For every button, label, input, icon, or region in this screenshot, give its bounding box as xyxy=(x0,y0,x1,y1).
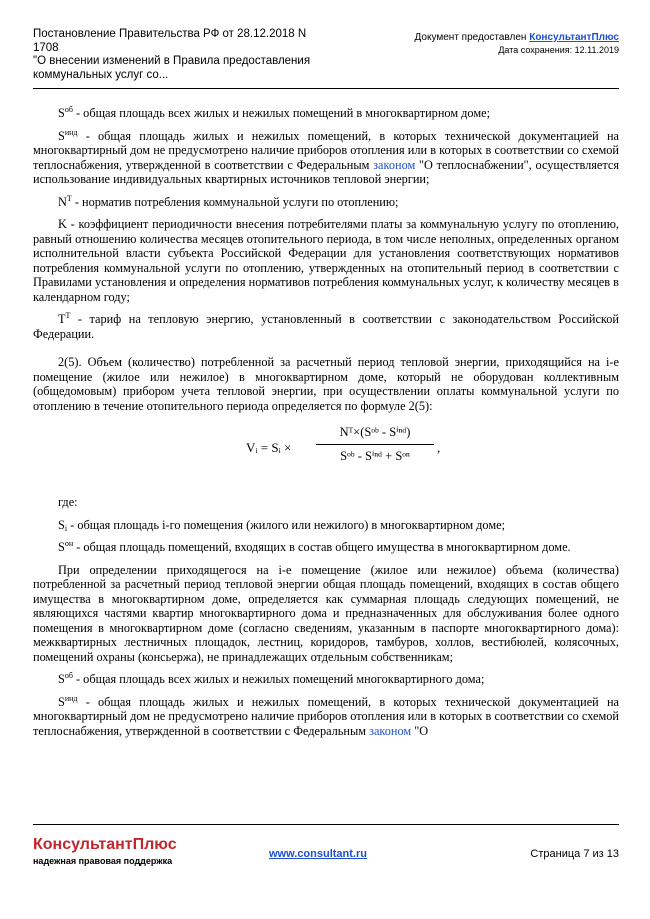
paragraph-text: При определении приходящегося на i-е помещение (жилое или нежилое) объема (количества) потребленной за расчетный период тепловой энергии общая площадь помещений, входящих в состав общего имущества в многоквартирном доме, определяется как суммарная площадь следующих помещений, не являющихся частями квартир многоквартирного дома и предназначенных для обслуживания более одного помещения в многоквартирном доме (согласно сведениям, указанным в паспорте многоквартирного дома): межквартирных лестничных площадок, лестниц, коридоров, тамбуров, холлов, вестибюлей, колясочных, помещений охраны (консьержа), не принадлежащих отдельным собственникам; xyxy=(33,562,619,664)
paragraph xyxy=(33,672,619,687)
paragraph-text: "О xyxy=(411,723,429,738)
paragraph-text: 2(5). Объем (количество) потребленной за расчетный период тепловой энергии, приходящийся на i-е помещение (жилое или нежилое) в многоквартирном доме, который не оборудован коллективным (общедомовым) прибором учета тепловой энергии, при осуществлении оплаты коммунальной услуги по отоплению в течение отопительного периода определяется по формуле 2(5): xyxy=(33,355,619,413)
document-body xyxy=(33,106,619,738)
paragraph xyxy=(33,495,619,510)
symbol: S xyxy=(58,128,65,143)
symbol: T xyxy=(58,312,66,326)
paragraph xyxy=(33,195,619,210)
paragraph-text: - общая площадь жилых и нежилых помещений, в которых технической документацией на многоквартирный дом не предусмотрено наличие приборов отопления или в которых в соответствии со схемой теплоснабжения, утвержденной в соответствии с Федеральным xyxy=(33,694,619,738)
paragraph-text: - общая площадь всех жилых и нежилых помещений в многоквартирном доме; xyxy=(72,106,491,120)
superscript: T xyxy=(66,193,72,203)
paragraph xyxy=(33,695,619,739)
paragraph xyxy=(33,518,619,533)
page-footer xyxy=(33,832,619,872)
superscript: об xyxy=(64,105,73,114)
symbol: N xyxy=(58,194,67,209)
fraction-bar xyxy=(316,444,434,445)
formula-lhs: Vᵢ = Sᵢ × xyxy=(246,440,292,455)
symbol: S xyxy=(58,694,65,709)
paragraph xyxy=(33,355,619,413)
document-title xyxy=(33,28,333,82)
law-link[interactable]: законом xyxy=(373,157,416,172)
paragraph-text: где: xyxy=(58,495,78,509)
subscript: i xyxy=(64,523,68,533)
page-number: Страница 7 из 13 xyxy=(530,848,619,860)
footer-tagline: надежная правовая поддержка xyxy=(33,856,173,866)
title-line-2: "О внесении изменений в Правила предоставления xyxy=(33,55,311,67)
provider-info xyxy=(415,32,619,56)
formula-fraction xyxy=(316,421,434,466)
paragraph xyxy=(33,217,619,304)
footer-logo: КонсультантПлюс xyxy=(33,836,177,853)
provided-by-text: Документ предоставлен xyxy=(414,32,527,43)
paragraph-text: - общая площадь жилых и нежилых помещений, в которых технической документацией на многоквартирный дом не предусмотрено наличие приборов отопления или в которых в соответствии со схемой теплоснабжения, утвержденной в соответствии с Федеральным xyxy=(33,128,619,172)
paragraph xyxy=(33,540,619,555)
paragraph xyxy=(33,563,619,665)
header-divider xyxy=(33,88,619,89)
superscript: T xyxy=(65,311,71,320)
site-link[interactable]: www.consultant.ru xyxy=(269,848,367,860)
formula-comma: , xyxy=(437,440,441,455)
footer-divider xyxy=(33,824,619,825)
superscript: об xyxy=(64,671,73,680)
paragraph-text: - тариф на тепловую энергию, установленный в соответствии с законодательством Российской Федерации. xyxy=(33,312,619,341)
paragraph-text: - общая площадь i-го помещения (жилого или нежилого) в многоквартирном доме; xyxy=(67,517,506,532)
formula-numerator: Nᵀ×(Sᵒᵇ - Sⁱⁿᵈ) xyxy=(339,425,411,439)
paragraph xyxy=(33,106,619,121)
paragraph xyxy=(33,129,619,187)
save-date: Дата сохранения: 12.11.2019 xyxy=(498,45,619,55)
formula xyxy=(33,421,619,485)
brand-link[interactable]: КонсультантПлюс xyxy=(529,32,619,43)
symbol: S xyxy=(58,106,65,120)
superscript: инд xyxy=(64,127,78,137)
formula-denominator: Sᵒᵇ - Sⁱⁿᵈ + Sᵒⁿ xyxy=(340,449,410,463)
title-line-3: коммунальных услуг со... xyxy=(33,68,169,81)
page-header xyxy=(33,28,619,92)
paragraph-text: "О теплоснабжении", осуществляется использование индивидуальных квартирных источников тепловой энергии; xyxy=(33,157,619,186)
law-link[interactable]: законом xyxy=(369,723,412,738)
paragraph-text: - общая площадь помещений, входящих в состав общего имущества в многоквартирном доме. xyxy=(73,540,571,554)
superscript: инд xyxy=(64,693,78,703)
symbol: S xyxy=(58,540,65,554)
symbol: S xyxy=(58,672,65,686)
paragraph-text: K - коэффициент периодичности внесения потребителями платы за коммунальную услугу по отоплению, равный отношению количества месяцев отопительного периода, в том числе неполных, определенных органом исполнительной власти субъекта Российской Федерации для установления соответствующих нормативов потребления коммунальной услуги по отоплению, утвержденных на отопительный период в соответствии с Правилами установления и определения нормативов потребления коммунальных услуг, к количеству месяцев в календарном году; xyxy=(33,217,619,304)
paragraph-text: - норматив потребления коммунальной услуги по отоплению; xyxy=(71,194,399,209)
title-line-1: Постановление Правительства РФ от 28.12.2018 N 1708 xyxy=(33,28,307,54)
paragraph xyxy=(33,312,619,341)
superscript: он xyxy=(64,539,74,548)
symbol: S xyxy=(58,517,65,532)
paragraph-text: - общая площадь всех жилых и нежилых помещений многоквартирного дома; xyxy=(72,672,485,686)
